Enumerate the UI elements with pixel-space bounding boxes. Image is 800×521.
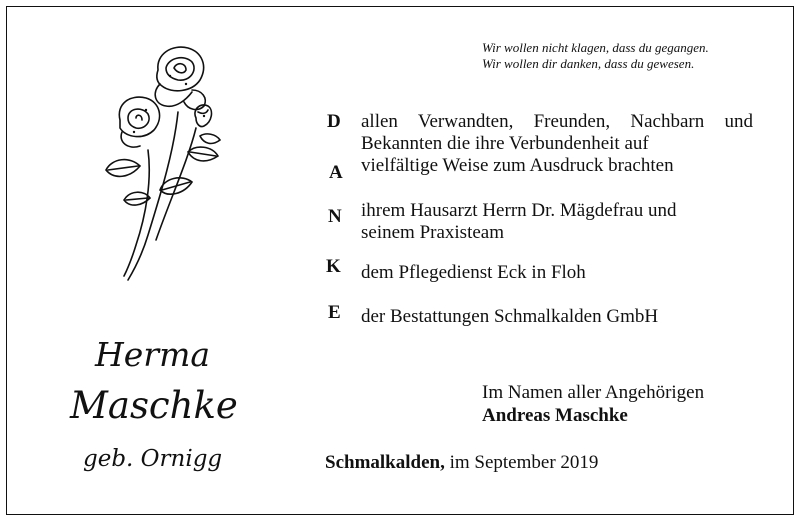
thanks-funeral-home: der Bestattungen Schmalkalden GmbH <box>361 306 659 327</box>
place: Schmalkalden, <box>325 452 445 473</box>
rose-illustration-icon <box>100 40 230 290</box>
acrostic-letter-d: D <box>327 111 341 132</box>
quote-line-2: Wir wollen dir danken, dass du gewesen. <box>482 56 695 71</box>
acrostic-letter-e: E <box>328 302 341 323</box>
thanks-doctor-line-1: ihrem Hausarzt Herrn Dr. Mägdefrau und <box>361 200 677 221</box>
thanks-care-service: dem Pflegedienst Eck in Floh <box>361 262 586 283</box>
thanks-relatives-line-2: Bekannten die ihre Verbundenheit auf <box>361 133 649 154</box>
signature-name: Andreas Maschke <box>482 405 628 426</box>
acrostic-letter-n: N <box>328 206 342 227</box>
signature-intro: Im Namen aller Angehörigen <box>482 382 705 403</box>
date: im September 2019 <box>449 452 599 473</box>
memorial-quote <box>482 40 772 72</box>
acrostic-letter-a: A <box>329 162 343 183</box>
acrostic-letter-k: K <box>326 256 341 277</box>
signature-name-wrap <box>482 404 628 427</box>
thanks-relatives-line-3: vielfältige Weise zum Ausdruck brachten <box>361 155 674 176</box>
quote-line-1: Wir wollen nicht klagen, dass du gegangen. <box>482 40 709 55</box>
thanks-relatives-line-1: allen Verwandten, Freunden, Nachbarn und <box>361 111 753 132</box>
deceased-maiden-name: geb. Ornigg <box>83 446 223 472</box>
deceased-last-name: Maschke <box>70 384 238 427</box>
thanks-doctor-line-2: seinem Praxisteam <box>361 222 504 243</box>
place-date <box>325 452 598 474</box>
deceased-first-name: Herma <box>95 335 211 374</box>
